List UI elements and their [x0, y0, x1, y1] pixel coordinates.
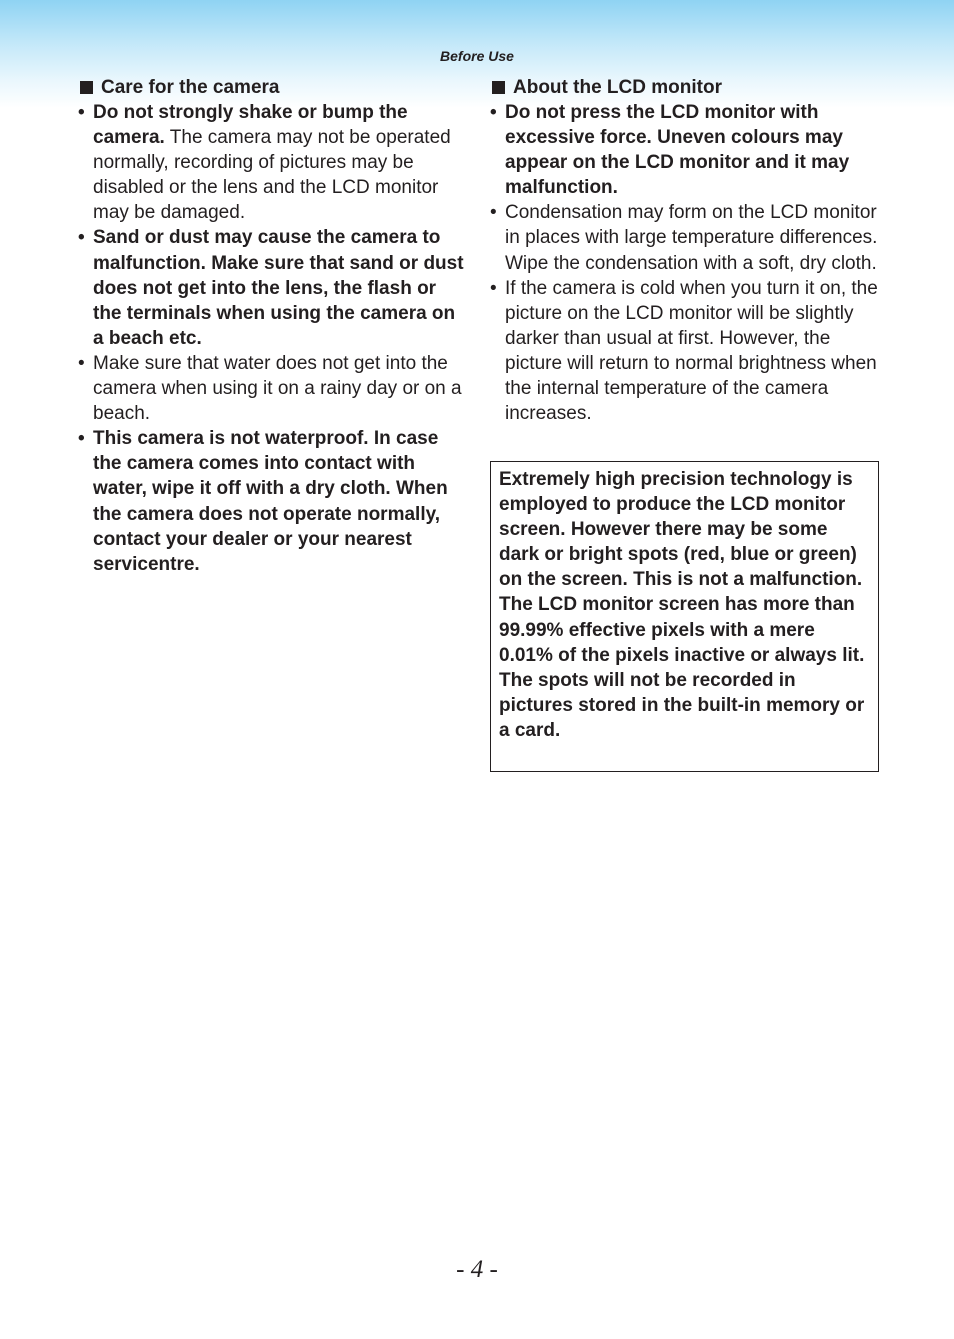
- square-bullet-icon: [80, 81, 93, 94]
- square-bullet-icon: [492, 81, 505, 94]
- care-heading: [78, 75, 468, 100]
- bullet-icon: •: [78, 102, 85, 123]
- item-text: Make sure that water does not get into the camera when using it on a rainy day or on a beach.: [93, 352, 462, 425]
- lcd-heading: [490, 75, 880, 100]
- page-number: - 4 -: [456, 1256, 498, 1283]
- bullet-icon: •: [490, 102, 497, 123]
- item-bold-text: Do not press the LCD monitor with excessive force. Uneven colours may appear on the LCD monitor and it may malfunction.: [505, 102, 850, 199]
- list-item: [490, 276, 880, 427]
- bullet-icon: •: [78, 352, 85, 374]
- list-item: [78, 351, 468, 426]
- bullet-icon: •: [78, 428, 85, 450]
- note-text: Extremely high precision technology is employed to produce the LCD monitor screen. However there may be some dark or bright spots (red, blue or green) on the screen. This is not a malfunction. The LCD monitor screen has more than 99.99% effective pixels with a mere 0.01% of the pixels inactive or always lit.: [499, 469, 865, 666]
- bullet-icon: •: [490, 277, 497, 299]
- list-item: [78, 426, 468, 577]
- note-text-2: The spots will not be recorded in pictures stored in the built-in memory or a card.: [499, 669, 865, 741]
- item-bold-text: Sand or dust may cause the camera to malfunction. Make sure that sand or dust does not get into the lens, the flash or the terminals when using the camera on a beach etc.: [93, 227, 464, 349]
- care-section: [78, 75, 468, 577]
- bullet-icon: •: [78, 227, 85, 249]
- item-bold-text: This camera is not waterproof. In case the camera comes into contact with water, wipe it off with a dry cloth. When the camera does not operate normally, contact your dealer or your nearest servicentre.: [93, 428, 448, 575]
- item-bold-text: Do not strongly shake or bump the camera.: [93, 102, 408, 149]
- list-item: [78, 225, 468, 350]
- item-text: If the camera is cold when you turn it on, the picture on the LCD monitor will be slightly darker than usual at first. However, the picture will return to normal brightness when the internal temperature of the camera increases.: [505, 277, 878, 425]
- item-text: Condensation may form on the LCD monitor in places with large temperature differences. Wipe the condensation with a soft, dry cloth.: [505, 202, 878, 274]
- list-item: [490, 200, 880, 275]
- lcd-section: [490, 75, 880, 426]
- lcd-heading-text: About the LCD monitor: [513, 76, 722, 98]
- care-heading-text: Care for the camera: [101, 76, 280, 98]
- bullet-icon: •: [490, 202, 497, 224]
- list-item: [490, 100, 880, 200]
- section-title: Before Use: [440, 48, 514, 64]
- item-text: The camera may not be operated normally, recording of pictures may be disabled or the lens and the LCD monitor may be damaged.: [93, 127, 451, 224]
- list-item: [78, 100, 468, 225]
- lcd-note-box: [490, 461, 879, 772]
